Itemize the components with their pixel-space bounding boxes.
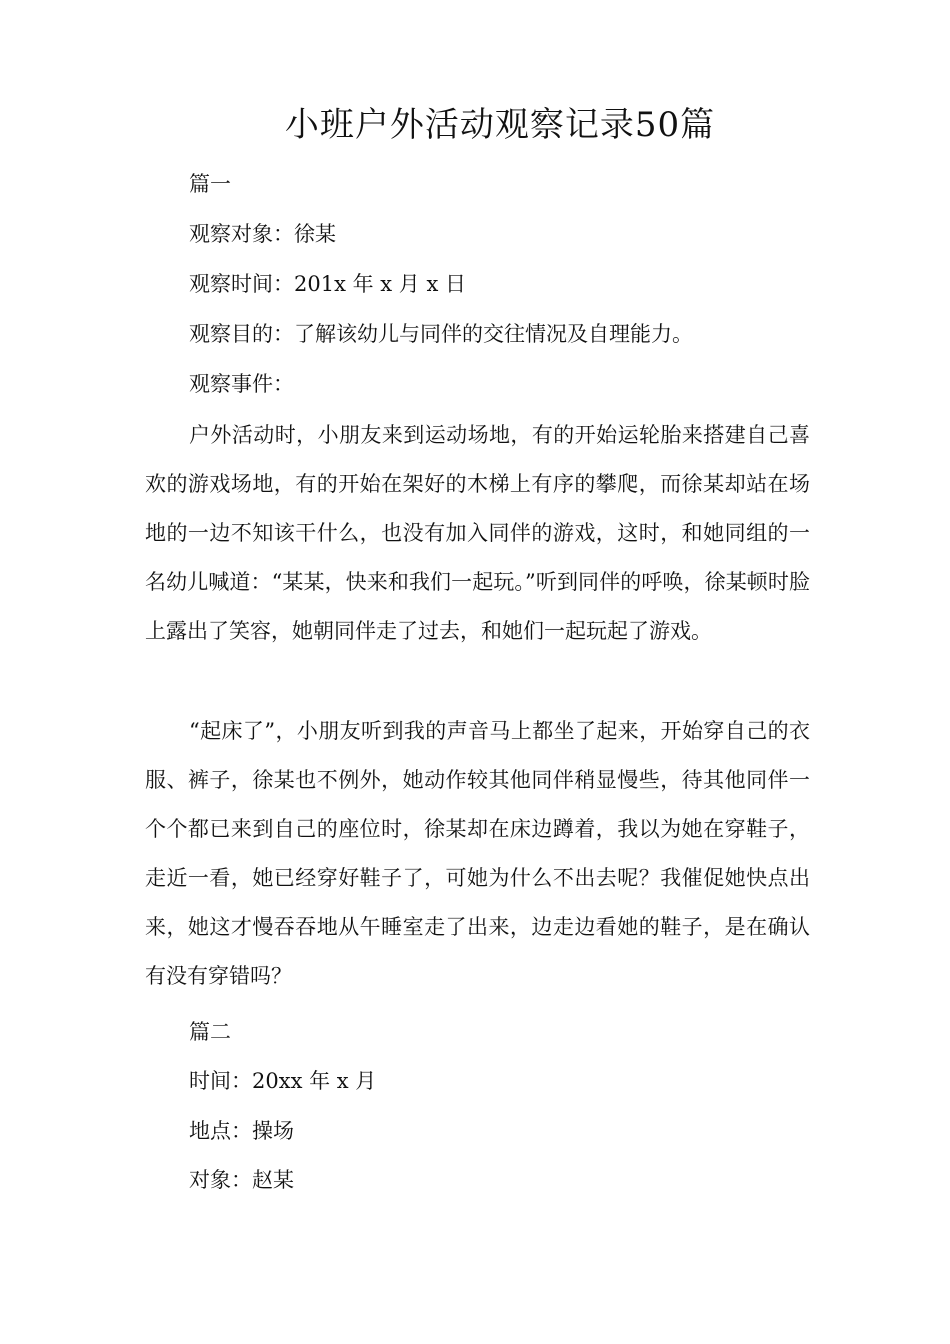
section2-place: 地点：操场 xyxy=(189,1119,294,1143)
observation-time: 观察时间：201x 年 x 月 x 日 xyxy=(189,272,466,296)
observation-purpose: 观察目的：了解该幼儿与同伴的交往情况及自理能力。 xyxy=(189,322,693,346)
section1-heading: 篇一 xyxy=(189,172,231,196)
document-title: 小班户外活动观察记录50篇 xyxy=(284,105,716,145)
section2-heading: 篇二 xyxy=(189,1020,231,1044)
section2-object: 对象：赵某 xyxy=(189,1168,294,1192)
event-paragraph-2: “起床了”，小朋友听到我的声音马上都坐了起来，开始穿自己的衣服、裤子，徐某也不例外，她动作较其他同伴稍显慢些，待其他同伴一个个都已来到自己的座位时，徐某却在床边蹲着，我以为她在穿鞋子，走近一看，她已经穿好鞋子了，可她为什么不出去呢？我催促她快点出来，她这才慢吞吞地从午睡室走了出来，边走边看她的鞋子，是在确认有没有穿错吗？ xyxy=(145,719,810,988)
observation-object: 观察对象：徐某 xyxy=(189,222,336,246)
section2-time: 时间：20xx 年 x 月 xyxy=(189,1069,377,1093)
event-paragraph-1: 户外活动时，小朋友来到运动场地，有的开始运轮胎来搭建自己喜欢的游戏场地，有的开始在架好的木梯上有序的攀爬，而徐某却站在场地的一边不知该干什么，也没有加入同伴的游戏，这时，和她同组的一名幼儿喊道：“某某，快来和我们一起玩。”听到同伴的呼唤，徐某顿时脸上露出了笑容，她朝同伴走了过去，和她们一起玩起了游戏。 xyxy=(145,423,810,643)
observation-event-label: 观察事件： xyxy=(189,372,294,396)
